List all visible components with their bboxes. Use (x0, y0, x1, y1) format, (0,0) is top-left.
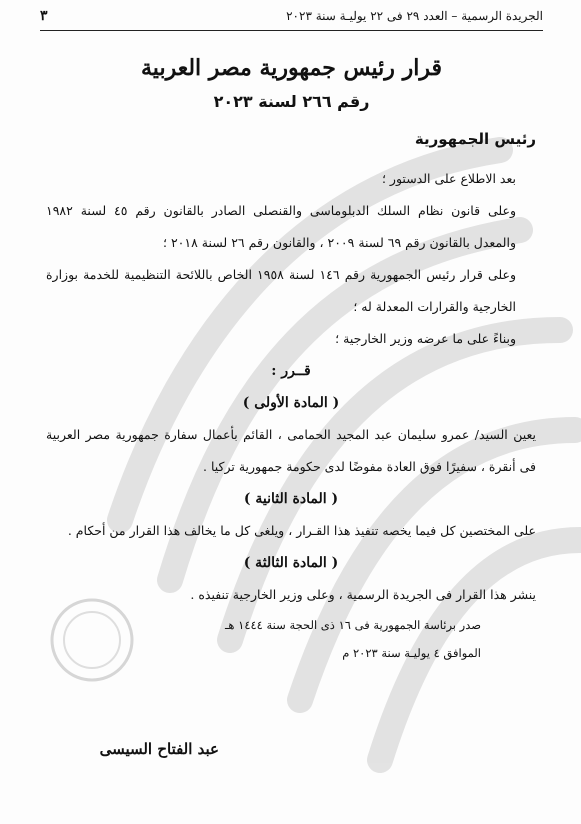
running-title: الجريدة الرسمية – العدد ٢٩ فى ٢٢ يوليـة سنة ٢٠٢٣ (286, 9, 543, 23)
issuer-heading: رئيس الجمهورية (414, 130, 536, 148)
page-number: ٣ (40, 8, 48, 24)
article-2-text: على المختصين كل فيما يخصه تنفيذ هذا القـرار ، ويلغى كل ما يخالف هذا القرار من أحكام . (67, 523, 536, 538)
corresponding-line: الموافق ٤ يوليـة سنة ٢٠٢٣ م (342, 646, 481, 660)
article-2-title: ( المادة الثانية ) (243, 491, 339, 507)
decree-body (46, 163, 536, 667)
decree-number: رقم ٢٦٦ لسنة ٢٠٢٣ (213, 92, 370, 111)
preamble-line: وعلى قانون نظام السلك الدبلوماسى والقنصلى الصادر بالقانون رقم ٤٥ لسنة ١٩٨٢ والمعدل بالقانون رقم ٦٩ لسنة ٢٠٠٩ ، والقانون رقم ٢٦ لسنة ٢٠١٨ ؛ (46, 203, 516, 250)
article-1-text: يعين السيد/ عمرو سليمان عبد المجيد الحمامى ، القائم بأعمال سفارة جمهورية مصر العربية فى أنقرة ، سفيرًا فوق العادة مفوضًا لدى حكومة جمهورية تركيا . (46, 427, 536, 474)
decree-title: قرار رئيس جمهورية مصر العربية (141, 55, 442, 81)
preamble-line: وبناءً على ما عرضه وزير الخارجية ؛ (335, 331, 516, 346)
article-1-title: ( المادة الأولى ) (242, 395, 340, 411)
article-3-title: ( المادة الثالثة ) (243, 555, 339, 571)
header-rule (40, 30, 543, 31)
decided-heading: قــرر : (271, 363, 311, 379)
article-3-text: ينشر هذا القرار فى الجريدة الرسمية ، وعلى وزير الخارجية تنفيذه . (190, 587, 536, 602)
preamble-line: بعد الاطلاع على الدستور ؛ (381, 171, 516, 186)
issued-line: صدر برئاسة الجمهورية فى ١٦ ذى الحجة سنة ١٤٤٤ هـ (225, 618, 481, 632)
running-header (40, 8, 543, 24)
signature: عبد الفتاح السيسى (99, 740, 219, 758)
preamble-line: وعلى قرار رئيس الجمهورية رقم ١٤٦ لسنة ١٩٥٨ الخاص باللائحة التنظيمية للخدمة بوزارة الخارجية والقرارات المعدلة له ؛ (46, 267, 517, 314)
